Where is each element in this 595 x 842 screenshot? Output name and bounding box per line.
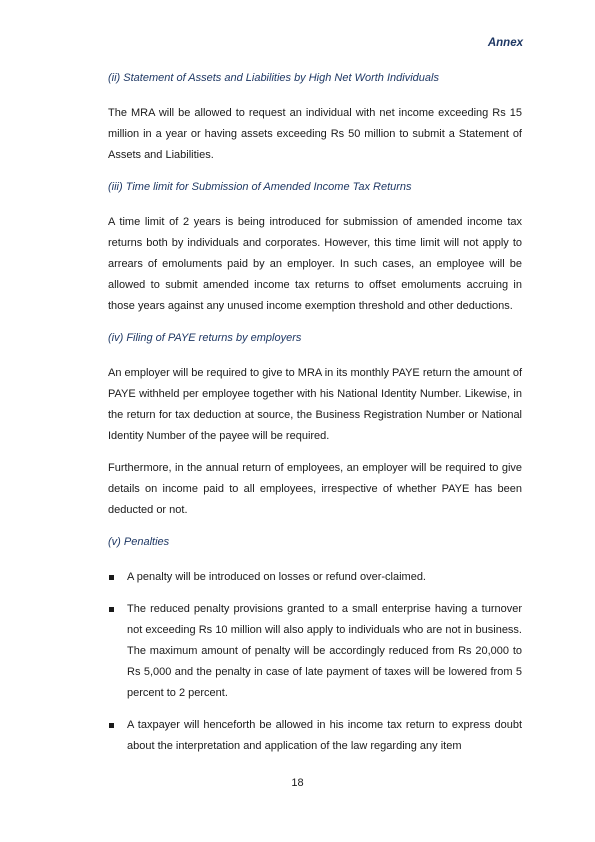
document-body [108, 70, 522, 768]
paragraph-paye-monthly: An employer will be required to give to MRA in its monthly PAYE return the amount of PAYE withheld per employee together with his National Identity Number. Likewise, in the return for tax deduction at source, the Business Registration Number or National Identity Number of the payee will be required. [108, 367, 522, 442]
penalties-bullet-list [108, 567, 522, 757]
bullet-item [108, 599, 522, 704]
bullet-text: The reduced penalty provisions granted to a small enterprise having a turnover not exceeding Rs 10 million will also apply to individuals who are not in business. The maximum amount of penalty will be accordingly reduced from Rs 20,000 to Rs 5,000 and the penalty in case of late payment of taxes will be lowered from 5 percent to 2 percent. [127, 603, 522, 699]
bullet-text: A penalty will be introduced on losses or refund over-claimed. [127, 571, 426, 583]
bullet-item [108, 715, 522, 757]
paragraph-time-limit: A time limit of 2 years is being introduced for submission of amended income tax returns both by individuals and corporates. However, this time limit will not apply to arrears of emoluments paid by an employer. In such cases, an employee will be allowed to submit amended income tax returns to offset emoluments accruing in those years against any unused income exemption threshold and other deductions. [108, 216, 522, 312]
square-bullet-icon [109, 575, 114, 580]
annex-header: Annex [487, 37, 523, 49]
section-heading-time-limit: (iii) Time limit for Submission of Amended Income Tax Returns [108, 181, 412, 193]
page-number: 18 [291, 777, 304, 789]
section-heading-penalties: (v) Penalties [108, 536, 170, 548]
square-bullet-icon [109, 607, 114, 612]
bullet-text: A taxpayer will henceforth be allowed in his income tax return to express doubt about the interpretation and application of the law regarding any item [127, 719, 522, 752]
square-bullet-icon [109, 723, 114, 728]
section-heading-assets-liabilities: (ii) Statement of Assets and Liabilities by High Net Worth Individuals [108, 72, 439, 84]
bullet-item [108, 567, 522, 588]
section-heading-paye-returns: (iv) Filing of PAYE returns by employers [108, 332, 302, 344]
paragraph-paye-annual: Furthermore, in the annual return of employees, an employer will be required to give details on income paid to all employees, irrespective of whether PAYE has been deducted or not. [108, 462, 522, 516]
paragraph-assets-liabilities: The MRA will be allowed to request an individual with net income exceeding Rs 15 million in a year or having assets exceeding Rs 50 million to submit a Statement of Assets and Liabilities. [108, 107, 522, 161]
